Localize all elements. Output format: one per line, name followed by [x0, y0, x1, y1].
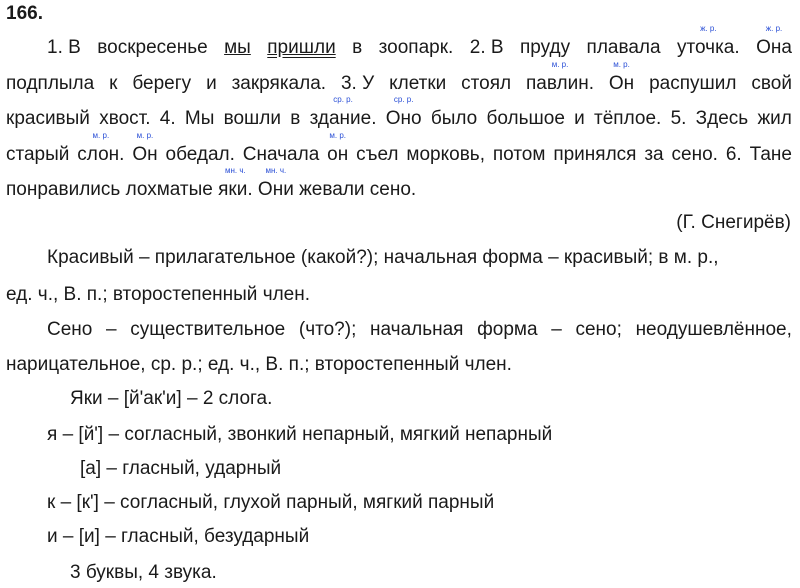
word: плавала [586, 37, 661, 58]
word-text: здание. [309, 108, 377, 129]
analysis-seno-line-1 [0, 318, 800, 342]
word: Мы [184, 108, 215, 129]
word [756, 24, 792, 60]
word: подплыла [6, 73, 95, 94]
word: и [574, 108, 585, 129]
phonetic-row-ya: я – [й'] – согласный, звонкий непарный, мягкий непарный [47, 424, 553, 445]
gender-tag: ж. р. [765, 24, 783, 33]
text-line-4 [0, 131, 800, 167]
author-attribution: (Г. Снегирёв) [676, 212, 791, 233]
word-text: Она [756, 37, 792, 58]
word: красивый [6, 108, 90, 129]
word: свой [751, 73, 792, 94]
word: тёплое. [594, 108, 662, 129]
word: морковь, [406, 144, 485, 165]
word [132, 131, 158, 167]
word: потом [492, 144, 546, 165]
word: обедал. [165, 144, 235, 165]
word: 1. В [47, 37, 81, 58]
word: сено. [671, 144, 718, 165]
gender-tag: ж. р. [700, 24, 717, 33]
word [526, 60, 594, 96]
word [257, 166, 294, 202]
word: стоял [461, 73, 512, 94]
text-line-3 [0, 95, 800, 131]
word: принялся [553, 144, 637, 165]
word-text: уточка. [677, 37, 740, 58]
word: 5. [670, 108, 687, 129]
phonetic-row-a: [а] – гласный, ударный [80, 458, 282, 479]
word: зоопарк. [378, 37, 454, 58]
phonetic-title: Яки – [й'ак'и] – 2 слога. [70, 388, 273, 409]
word-text: яки. [218, 179, 253, 200]
word-text: Он [608, 73, 635, 94]
word: в [352, 37, 363, 58]
word: Сено [47, 319, 93, 340]
word: сено; [575, 319, 622, 340]
text-line-5 [6, 166, 417, 202]
word-text: павлин. [526, 73, 594, 94]
word: пруду [520, 37, 571, 58]
word [218, 166, 253, 202]
analysis-krasivyj-line-1: Красивый – прилагательное (какой?); начальная форма – красивый; в м. р., [47, 247, 719, 268]
word: 6. [725, 144, 742, 165]
word: вошли [223, 108, 281, 129]
word: форма [477, 319, 538, 340]
gender-tag: ср. р. [333, 95, 353, 104]
word: за [644, 144, 664, 165]
word: клетки [389, 73, 447, 94]
analysis-seno-line-2: нарицательное, ср. р.; ед. ч., В. п.; второстепенный член. [6, 354, 512, 375]
word: существительное [130, 319, 286, 340]
phonetic-summary: 3 буквы, 4 звука. [70, 562, 217, 583]
word: берегу [132, 73, 192, 94]
word-text: Оно [385, 108, 422, 129]
phonetic-row-i: и – [и] – гласный, безударный [47, 526, 310, 547]
word: Тане [749, 144, 792, 165]
phonetic-row-k: к – [к'] – согласный, глухой парный, мягкий парный [47, 492, 495, 513]
word: в [290, 108, 301, 129]
word: – [106, 319, 117, 340]
word: Здесь [695, 108, 749, 129]
predicate-word: пришли [267, 37, 336, 58]
gender-tag: м. р. [136, 131, 154, 140]
word-text: слон. [77, 144, 125, 165]
number-tag: мн. ч. [265, 166, 287, 175]
text-line-2 [0, 60, 800, 96]
word: хвост. [99, 108, 151, 129]
text-line-1 [0, 24, 800, 60]
word: понравились лохматые [6, 179, 213, 200]
word [77, 131, 125, 167]
word: было [430, 108, 478, 129]
gender-tag: м. р. [92, 131, 110, 140]
word: 4. [159, 108, 176, 129]
gender-tag: ср. р. [393, 95, 414, 104]
word [608, 60, 635, 96]
analysis-krasivyj-line-2: ед. ч., В. п.; второстепенный член. [6, 284, 311, 305]
word: (что?); [298, 319, 357, 340]
word-text: он [327, 144, 349, 165]
word: большое [486, 108, 565, 129]
gender-tag: м. р. [613, 60, 630, 69]
word: закрякала. [231, 73, 327, 94]
word: – [551, 319, 562, 340]
number-tag: мн. ч. [225, 166, 246, 175]
word: жевали сено. [299, 179, 417, 200]
word: распушил [649, 73, 737, 94]
word: и [206, 73, 217, 94]
word: неодушевлённое, [635, 319, 792, 340]
word-text: Он [132, 144, 158, 165]
word [677, 24, 740, 60]
word: съел [356, 144, 399, 165]
subject-word: мы [224, 37, 251, 58]
word: жил [757, 108, 792, 129]
exercise-number: 166. [6, 3, 43, 24]
word-text: Они [257, 179, 294, 200]
gender-tag: м. р. [329, 131, 347, 140]
word: старый [6, 144, 70, 165]
word [309, 95, 377, 131]
word: начальная [370, 319, 464, 340]
word: Сначала [242, 144, 320, 165]
word: 2. В [469, 37, 504, 58]
word: к [109, 73, 118, 94]
word: воскресенье [97, 37, 208, 58]
gender-tag: м. р. [551, 60, 569, 69]
word [327, 131, 349, 167]
word: 3. У [340, 73, 375, 94]
word [385, 95, 422, 131]
